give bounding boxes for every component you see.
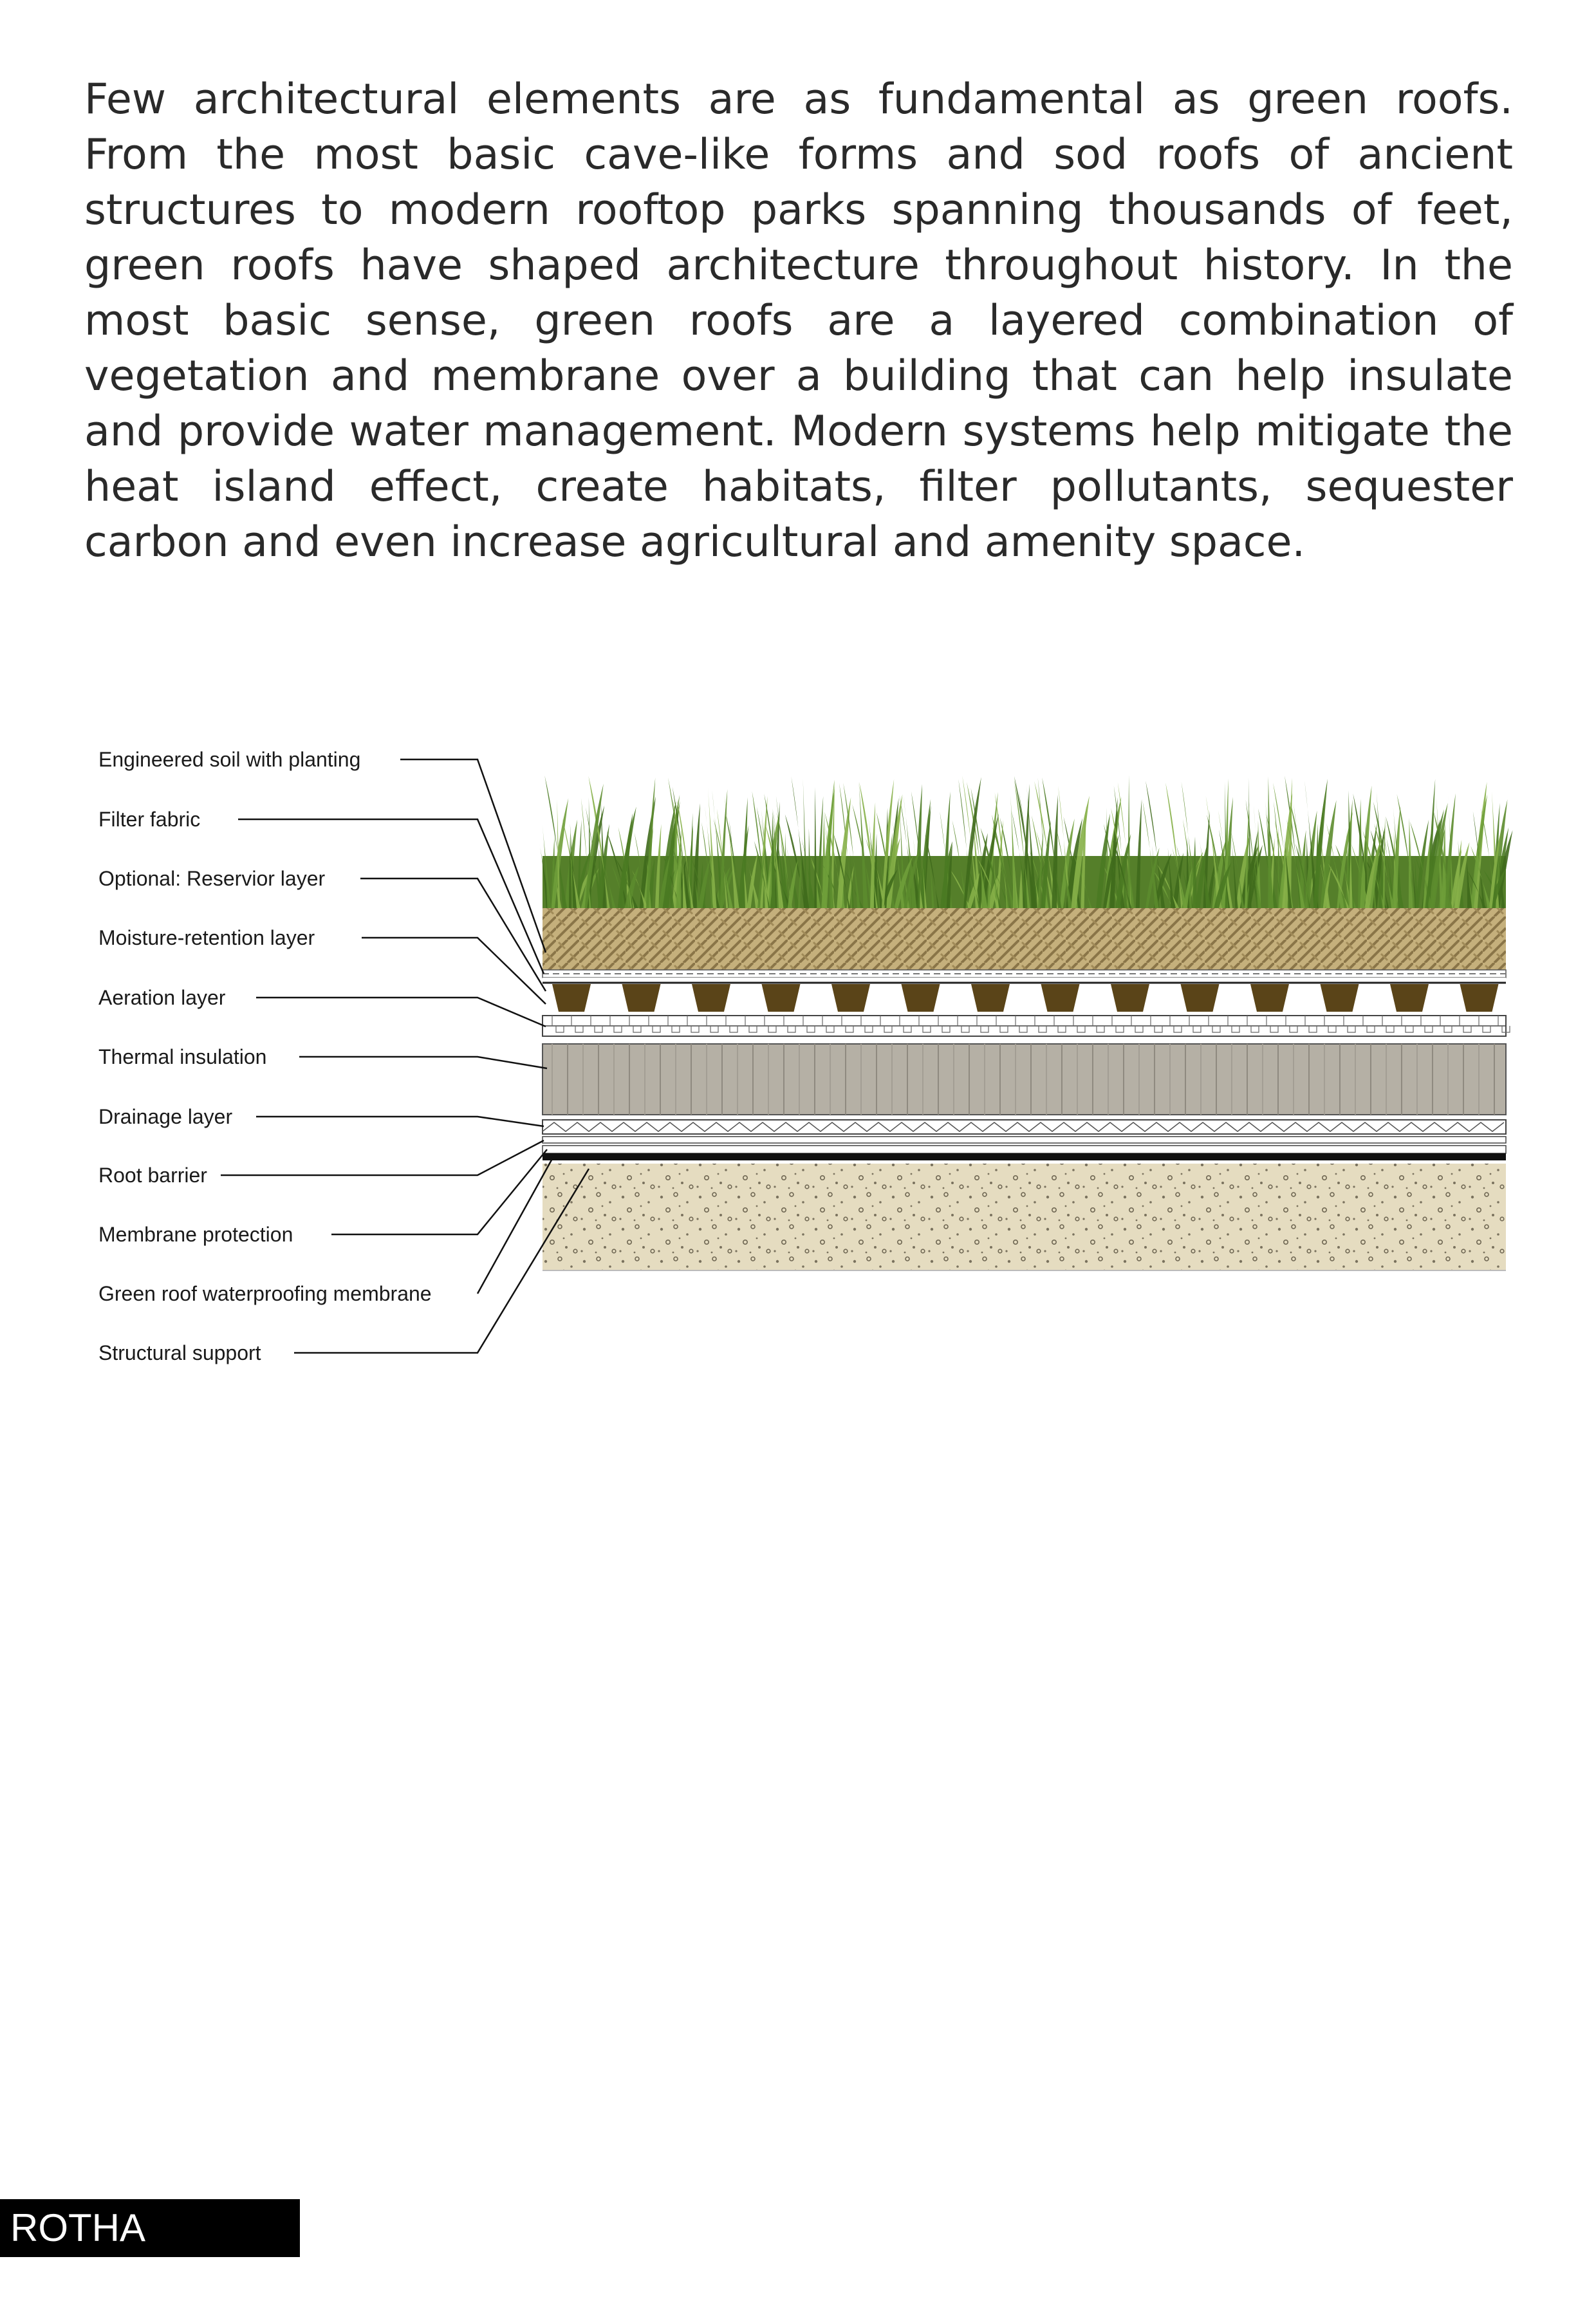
aeration-layer (543, 1016, 1510, 1036)
grass-blade (814, 787, 817, 910)
reservoir-cup (1250, 984, 1289, 1012)
reservoir-cup (902, 984, 940, 1012)
leader-insulation (299, 1057, 547, 1068)
reservoir-cup (762, 984, 801, 1012)
reservoir-cup (1390, 984, 1429, 1012)
green-roof-section-diagram (0, 708, 1596, 1390)
membrane-layers (543, 1137, 1506, 1160)
layer-label-thermal-insulation: Thermal insulation (98, 1045, 267, 1068)
reservoir-cup (971, 984, 1010, 1012)
filter-fabric-layer (543, 970, 1506, 978)
layer-label-filter-fabric: Filter fabric (98, 808, 201, 831)
layer-label-waterproofing-membrane: Green roof waterproofing membrane (98, 1282, 432, 1305)
layer-label-root-barrier: Root barrier (98, 1164, 207, 1187)
intro-paragraph: Few architectural elements are as fundamental as green roofs. From the most basic cave-like forms and sod roofs of ancient structures to modern rooftop parks spanning thousands of feet, green roofs have shaped architecture throughout history. In the most basic sense, green roofs are a layered combination of vegetation and membrane over a building that can help insulate and provide water management. Modern systems help mitigate the heat island effect, create habitats, filter pollutants, sequester carbon and even increase agricultural and amenity space. (84, 75, 1513, 566)
leader-soil (400, 759, 546, 953)
layer-label-membrane-protection: Membrane protection (98, 1223, 293, 1246)
reservoir-cup (1111, 984, 1149, 1012)
leader-aeration (256, 998, 546, 1027)
thermal-insulation-layer (543, 1044, 1506, 1115)
layer-label-engineered-soil: Engineered soil with planting (98, 748, 361, 771)
layer-label-structural-support: Structural support (98, 1341, 261, 1364)
reservoir-cups-layer (543, 978, 1506, 1012)
leader-waterproofing (478, 1157, 553, 1294)
grass-vegetation (539, 775, 1513, 910)
leader-membrane-protection (331, 1149, 547, 1234)
layer-label-reservoir: Optional: Reservior layer (98, 867, 326, 890)
layer-label-moisture-retention: Moisture-retention layer (98, 926, 315, 949)
reservoir-cup (552, 984, 591, 1012)
reservoir-cup (622, 984, 661, 1012)
soil-layer (543, 908, 1506, 970)
layer-label-drainage: Drainage layer (98, 1105, 233, 1128)
drainage-layer (543, 1120, 1506, 1134)
reservoir-cup (1041, 984, 1080, 1012)
reservoir-cup (831, 984, 870, 1012)
reservoir-cup (1460, 984, 1499, 1012)
reservoir-cup (1321, 984, 1359, 1012)
leader-filter-fabric (238, 819, 544, 974)
leader-reservoir (360, 879, 546, 991)
layer-label-aeration: Aeration layer (98, 986, 226, 1009)
leader-lines (221, 759, 589, 1353)
leader-drainage (256, 1117, 544, 1126)
author-tag: ROTHA OUDOM (0, 2199, 300, 2257)
reservoir-cup (692, 984, 730, 1012)
reservoir-cup (1181, 984, 1220, 1012)
structural-slab (543, 1164, 1506, 1270)
leader-moisture (362, 938, 546, 1004)
leader-root-barrier (221, 1140, 544, 1175)
